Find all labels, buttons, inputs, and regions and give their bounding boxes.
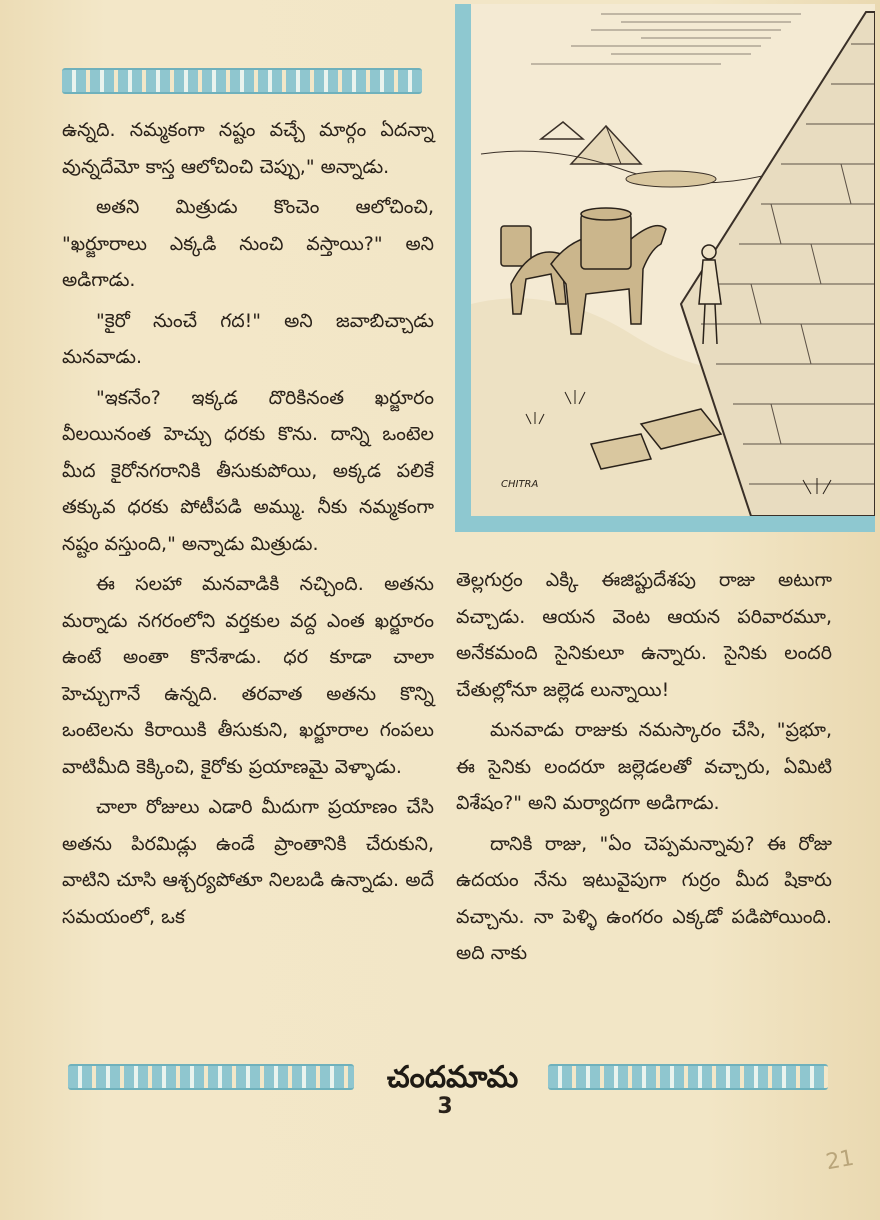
footer-left-border [68, 1064, 354, 1090]
paragraph: తెల్లగుర్రం ఎక్కి ఈజిప్టుదేశపు రాజు అటుగా వచ్చాడు. ఆయన వెంట ఆయన పరివారమూ, అనేకమంది సైనికులూ ఉన్నారు. సైనికు లందరి చేతుల్లోనూ జల్లెడ లున్నాయి! [456, 569, 832, 701]
paragraph: చాలా రోజులు ఎడారి మీదుగా ప్రయాణం చేసి అతను పిరమిడ్లు ఉండే ప్రాంతానికి చేరుకుని, వాటిని చూసి ఆశ్చర్యపోతూ నిలబడి ఉన్నాడు. అదే సమయంలో, ఒక [62, 796, 434, 928]
paragraph: మనవాడు రాజుకు నమస్కారం చేసి, "ప్రభూ, ఈ సైనికు లందరూ జల్లెడలతో వచ్చారు, ఏమిటి విశేషం?" అని మర్యాదగా అడిగాడు. [456, 719, 832, 814]
magazine-title: చందమామ [386, 1060, 519, 1095]
paragraph: "కైరో నుంచే గద!" అని జవాబిచ్చాడు మనవాడు. [62, 309, 434, 368]
right-text-column [456, 562, 832, 976]
top-decorative-border [62, 68, 422, 94]
paragraph: ఈ సలహా మనవాడికి నచ్చింది. అతను మర్నాడు నగరంలోని వర్తకుల వద్ద ఎంత ఖర్జూరం ఉంటే అంతా కొనేశాడు. ధర కూడా చాలా హెచ్చుగానే ఉన్నది. తరవాత అతను కొన్ని ఒంటెలను కిరాయికి తీసుకుని, ఖర్జూరాల గంపలు వాటిమీది కెక్కించి, కైరోకు ప్రయాణమై వెళ్ళాడు. [62, 573, 434, 778]
paragraph: "ఇకనేం? ఇక్కడ దొరికినంత ఖర్జూరం వీలయినంత హెచ్చు ధరకు కొను. దాన్ని ఒంటెల మీద కైరోనగరానికి తీసుకుపోయి, అక్కడ పలికే తక్కువ ధరకు పోటీపడి అమ్ము. నీకు నమ్మకంగా నష్టం వస్తుంది," అన్నాడు మిత్రుడు. [62, 386, 434, 555]
footer-right-border [548, 1064, 828, 1090]
pyramid-camel-illustration [455, 4, 875, 532]
paragraph: అతని మిత్రుడు కొంచెం ఆలోచించి, "ఖర్జూరాలు ఎక్కడి నుంచి వస్తాయి?" అని అడిగాడు. [62, 196, 434, 291]
paragraph: ఉన్నది. నమ్మకంగా నష్టం వచ్చే మార్గం ఏదన్నా వున్నదేమో కాస్త ఆలోచించి చెప్పు," అన్నాడు. [62, 119, 434, 178]
paragraph: దానికి రాజు, "ఏం చెప్పమన్నావు? ఈ రోజు ఉదయం నేను ఇటువైపుగా గుర్రం మీద షికారు వచ్చాను. నా పెళ్ళి ఉంగరం ఎక్కడో పడిపోయింది. అది నాకు [456, 832, 832, 964]
page-number: 3 [437, 1094, 453, 1119]
left-text-column [62, 112, 434, 939]
illustrator-signature: CHITRA [501, 479, 539, 490]
illustration-drawing [471, 4, 875, 516]
corner-mark: 21 [824, 1145, 856, 1176]
